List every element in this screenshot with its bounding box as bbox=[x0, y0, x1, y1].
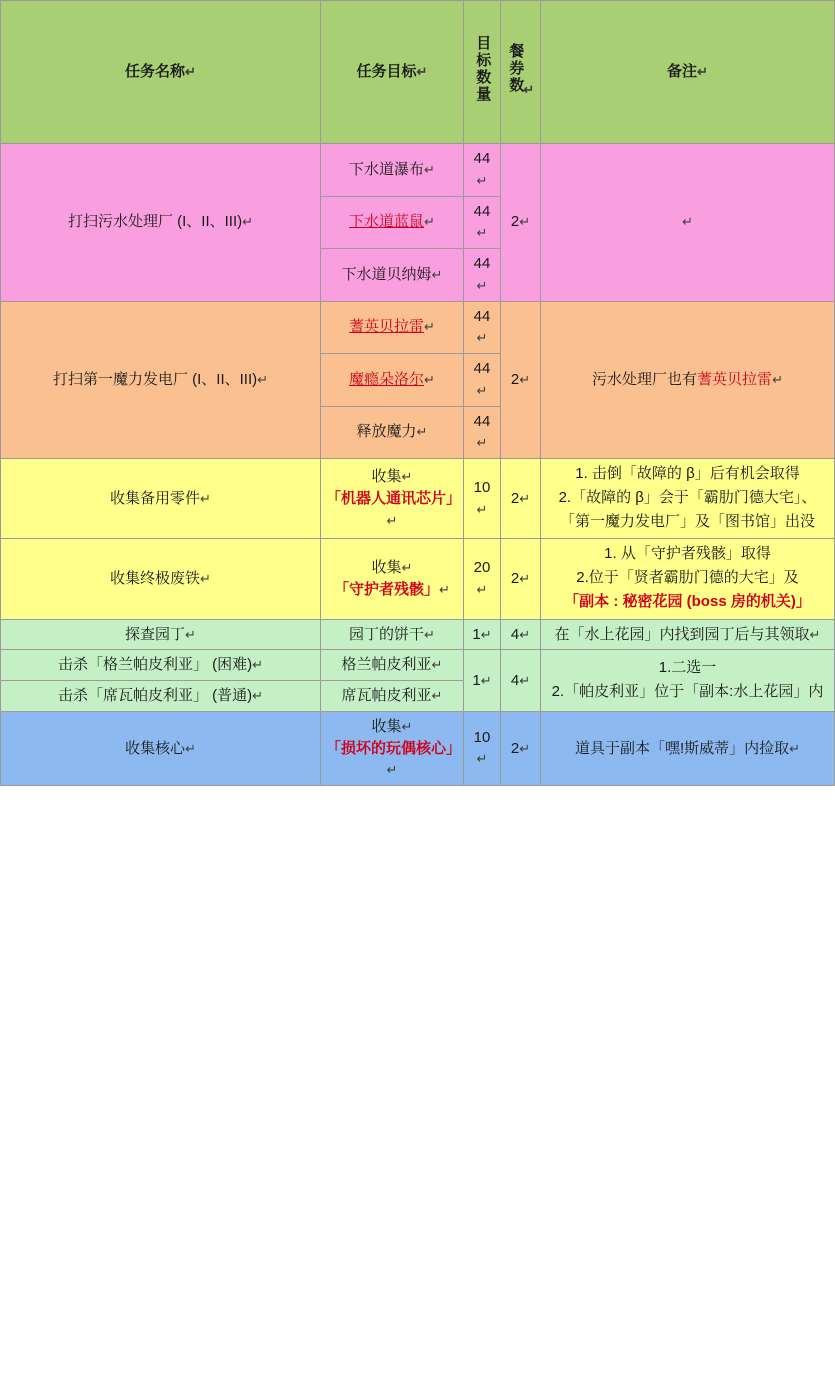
pilcrow-icon: ↵ bbox=[257, 371, 269, 387]
pilcrow-icon: ↵ bbox=[476, 581, 488, 597]
cell-note bbox=[541, 144, 835, 302]
pilcrow-icon: ↵ bbox=[200, 571, 211, 586]
pilcrow-icon: ↵ bbox=[424, 319, 435, 335]
table-row bbox=[1, 301, 835, 354]
cell-quest-goal bbox=[321, 196, 464, 249]
pilcrow-icon: ↵ bbox=[386, 512, 398, 528]
note-line: 1. 击倒「故障的 β」后有机会取得 bbox=[575, 465, 800, 482]
pilcrow-icon: ↵ bbox=[476, 172, 488, 188]
note-line: 1. 从「守护者残骸」取得 bbox=[604, 545, 771, 563]
pilcrow-icon: ↵ bbox=[185, 626, 196, 642]
header-quest-goal: 任务目标↵ bbox=[321, 1, 464, 144]
cell-target-qty: 10↵ bbox=[464, 711, 501, 785]
pilcrow-icon: ↵ bbox=[519, 214, 531, 230]
pilcrow-icon: ↵ bbox=[424, 626, 435, 642]
pilcrow-icon: ↵ bbox=[476, 501, 488, 517]
cell-ticket-count: 2↵ bbox=[501, 539, 541, 619]
goal-item-name: 「守护者残骸」 bbox=[334, 580, 440, 598]
table-row bbox=[1, 459, 835, 539]
cell-quest-name: 击杀「席瓦帕皮利亚」 (普通)↵ bbox=[1, 681, 321, 712]
pilcrow-icon: ↵ bbox=[519, 571, 531, 586]
pilcrow-icon: ↵ bbox=[439, 581, 450, 597]
pilcrow-icon: ↵ bbox=[401, 718, 413, 734]
cell-quest-goal: 下水道贝纳姆↵ bbox=[321, 249, 464, 302]
cell-target-qty: 44↵ bbox=[464, 249, 501, 302]
header-ticket-count: 餐券数↵ bbox=[501, 1, 541, 144]
cell-target-qty: 44↵ bbox=[464, 196, 501, 249]
cell-ticket-count: 2↵ bbox=[501, 301, 541, 459]
pilcrow-icon: ↵ bbox=[242, 214, 254, 230]
table-row bbox=[1, 650, 835, 681]
note-line: 2.「故障的 β」会于「霸肋门德大宅」、 bbox=[558, 488, 817, 506]
pilcrow-icon: ↵ bbox=[682, 214, 693, 230]
header-quest-name: 任务名称↵ bbox=[1, 1, 321, 144]
note-highlight: 蓍英贝拉雷 bbox=[697, 370, 773, 388]
pilcrow-icon: ↵ bbox=[200, 490, 211, 506]
cell-quest-goal: 收集↵ 「守护者残骸」↵ bbox=[321, 539, 464, 619]
table-row bbox=[1, 539, 835, 619]
cell-ticket-count: 2↵ bbox=[501, 711, 541, 785]
pilcrow-icon: ↵ bbox=[519, 626, 531, 642]
pilcrow-icon: ↵ bbox=[519, 490, 531, 506]
cell-quest-name: 探查园丁↵ bbox=[1, 619, 321, 650]
goal-item-name: 「机器人通讯芯片」 bbox=[326, 489, 462, 507]
pilcrow-icon: ↵ bbox=[772, 371, 783, 387]
header-target-qty: 目标数量 bbox=[464, 1, 501, 144]
pilcrow-icon: ↵ bbox=[424, 161, 435, 177]
cell-quest-goal: 格兰帕皮利亚↵ bbox=[321, 650, 464, 681]
cell-quest-goal: 下水道瀑布↵ bbox=[321, 144, 464, 197]
cell-target-qty: 20↵ bbox=[464, 539, 501, 619]
table-row bbox=[1, 711, 835, 785]
pilcrow-icon: ↵ bbox=[476, 382, 488, 398]
pilcrow-icon: ↵ bbox=[431, 657, 443, 673]
pilcrow-icon: ↵ bbox=[416, 64, 428, 80]
pilcrow-icon: ↵ bbox=[476, 225, 488, 241]
note-line: 2.「帕皮利亚」位于「副本:水上花园」内 bbox=[551, 682, 824, 700]
cell-quest-goal: 席瓦帕皮利亚↵ bbox=[321, 681, 464, 712]
table-row bbox=[1, 619, 835, 650]
pilcrow-icon: ↵ bbox=[424, 214, 435, 230]
table-header-row bbox=[1, 1, 835, 144]
note-line: 2.位于「贤者霸肋门德的大宅」及 bbox=[576, 569, 799, 586]
cell-note: 道具于副本「嘿!斯威蒂」内捡取↵ bbox=[541, 711, 835, 785]
cell-target-qty: 44↵ bbox=[464, 406, 501, 459]
pilcrow-icon: ↵ bbox=[697, 64, 708, 80]
table-row bbox=[1, 144, 835, 197]
cell-quest-name: 收集备用零件↵ bbox=[1, 459, 321, 539]
pilcrow-icon: ↵ bbox=[519, 672, 531, 688]
pilcrow-icon: ↵ bbox=[523, 82, 535, 98]
pilcrow-icon: ↵ bbox=[519, 740, 531, 756]
cell-note bbox=[541, 539, 835, 619]
cell-ticket-count: 4↵ bbox=[501, 650, 541, 712]
note-line: 「第一魔力发电厂」及「图书馆」出没 bbox=[559, 512, 815, 530]
note-line: 「副本 : 秘密花园 (boss 房的机关)」 bbox=[564, 592, 811, 610]
pilcrow-icon: ↵ bbox=[185, 740, 196, 756]
cell-note bbox=[541, 459, 835, 539]
note-line: 1.二选一 bbox=[658, 658, 717, 676]
pilcrow-icon: ↵ bbox=[476, 330, 488, 346]
cell-ticket-count: 2↵ bbox=[501, 459, 541, 539]
cell-quest-name: 收集终极废铁↵ bbox=[1, 539, 321, 619]
goal-link[interactable]: 魔瘾朵洛尔 bbox=[349, 370, 425, 388]
cell-quest-name: 收集核心↵ bbox=[1, 711, 321, 785]
pilcrow-icon: ↵ bbox=[476, 751, 488, 767]
cell-target-qty: 44↵ bbox=[464, 354, 501, 407]
pilcrow-icon: ↵ bbox=[252, 657, 264, 673]
cell-quest-goal: 收集↵ 「损坏的玩偶核心」↵ bbox=[321, 711, 464, 785]
cell-quest-goal: 园丁的饼干↵ bbox=[321, 619, 464, 650]
pilcrow-icon: ↵ bbox=[476, 277, 488, 293]
goal-link[interactable]: 蓍英贝拉雷 bbox=[349, 318, 425, 336]
pilcrow-icon: ↵ bbox=[401, 560, 413, 576]
cell-target-qty: 1↵ bbox=[464, 650, 501, 712]
cell-quest-goal: 释放魔力↵ bbox=[321, 406, 464, 459]
cell-target-qty: 44↵ bbox=[464, 301, 501, 354]
cell-quest-goal bbox=[321, 354, 464, 407]
pilcrow-icon: ↵ bbox=[386, 762, 398, 778]
cell-quest-name: 打扫第一魔力发电厂 (I、II、III)↵ bbox=[1, 301, 321, 459]
pilcrow-icon: ↵ bbox=[480, 626, 492, 642]
pilcrow-icon: ↵ bbox=[431, 688, 443, 703]
pilcrow-icon: ↵ bbox=[424, 371, 435, 387]
goal-link[interactable]: 下水道蓝鼠 bbox=[349, 213, 425, 231]
pilcrow-icon: ↵ bbox=[416, 424, 428, 440]
cell-quest-goal: 收集↵ 「机器人通讯芯片」↵ bbox=[321, 459, 464, 539]
pilcrow-icon: ↵ bbox=[476, 435, 488, 451]
cell-target-qty: 10↵ bbox=[464, 459, 501, 539]
cell-ticket-count: 4↵ bbox=[501, 619, 541, 650]
cell-note: 污水处理厂也有蓍英贝拉雷↵ bbox=[541, 301, 835, 459]
pilcrow-icon: ↵ bbox=[185, 64, 196, 80]
cell-target-qty: 44↵ bbox=[464, 144, 501, 197]
cell-note: 在「水上花园」内找到园丁后与其领取↵ bbox=[541, 619, 835, 650]
cell-quest-name: 打扫污水处理厂 (I、II、III)↵ bbox=[1, 144, 321, 302]
pilcrow-icon: ↵ bbox=[789, 740, 801, 756]
cell-quest-name: 击杀「格兰帕皮利亚」 (困难)↵ bbox=[1, 650, 321, 681]
pilcrow-icon: ↵ bbox=[252, 688, 264, 703]
pilcrow-icon: ↵ bbox=[809, 626, 821, 642]
cell-ticket-count: 2↵ bbox=[501, 144, 541, 302]
pilcrow-icon: ↵ bbox=[431, 266, 443, 282]
cell-target-qty: 1↵ bbox=[464, 619, 501, 650]
pilcrow-icon: ↵ bbox=[519, 371, 531, 387]
cell-quest-goal bbox=[321, 301, 464, 354]
pilcrow-icon: ↵ bbox=[401, 469, 413, 484]
header-note: 备注↵ bbox=[541, 1, 835, 144]
cell-note bbox=[541, 650, 835, 712]
pilcrow-icon: ↵ bbox=[480, 672, 492, 688]
goal-item-name: 「损坏的玩偶核心」 bbox=[326, 739, 462, 757]
